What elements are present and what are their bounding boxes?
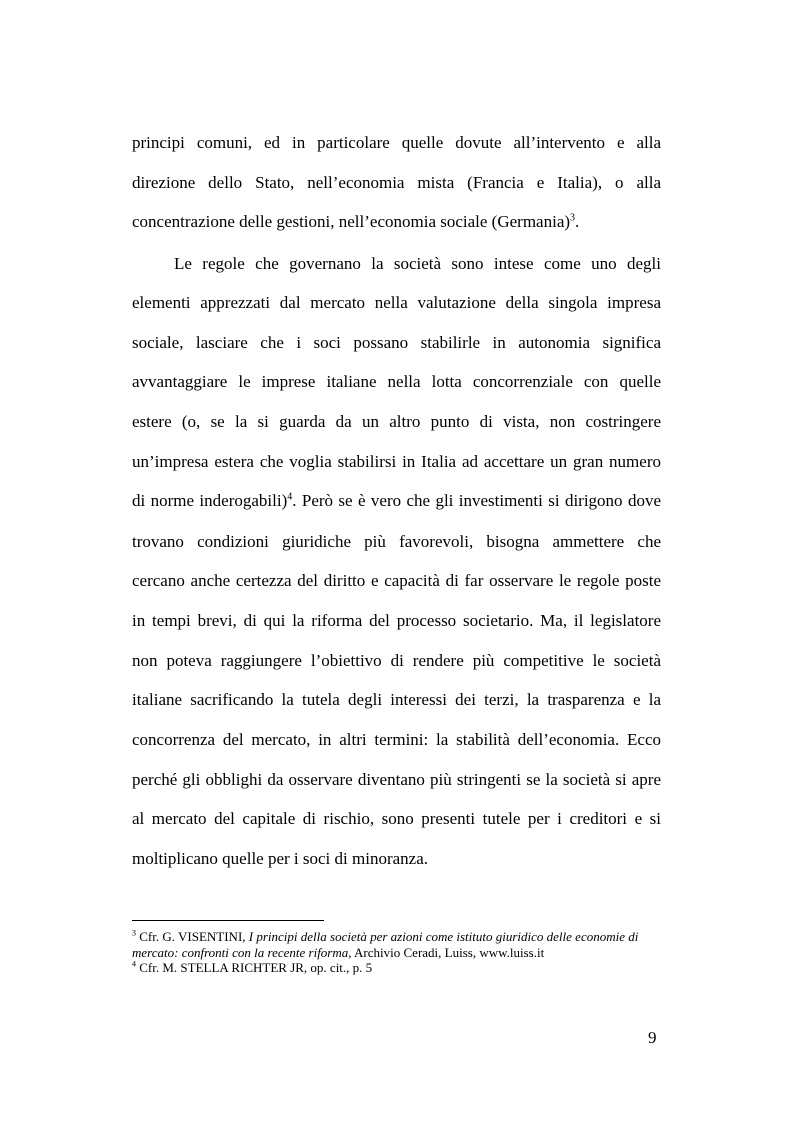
body-line [132,491,661,511]
body-line [132,212,661,232]
body-line: sociale, lasciare che i soci possano stabilirle in autonomia significa [132,333,661,352]
body-line: estere (o, se la si guarda da un altro punto di vista, non costringere [132,412,661,431]
footnote-number: 4 [132,959,136,969]
body-line: trovano condizioni giuridiche più favorevoli, bisogna ammettere che [132,532,661,551]
body-line-tail: . [575,212,580,231]
footnote-ref-4: 4 [287,491,293,503]
footnote-number: 3 [132,928,136,938]
body-line: Le regole che governano la società sono intese come uno degli [174,254,661,273]
body-line-tail: . Però se è vero che gli investimenti si dirigono dove [292,491,661,510]
body-line: italiane sacrificando la tutela degli interessi dei terzi, la trasparenza e la [132,690,661,709]
cited-title: I principi della società per azioni come istituto giuridico delle economie di [248,929,639,944]
body-line: elementi apprezzati dal mercato nella valutazione della singola impresa [132,293,661,312]
body-line: avvantaggiare le imprese italiane nella lotta concorrenziale con quelle [132,372,661,391]
body-line: principi comuni, ed in particolare quelle dovute all’intervento e alla [132,133,661,152]
body-line: non poteva raggiungere l’obiettivo di rendere più competitive le società [132,651,661,670]
footnote-3-line2: mercato: confronti con la recente riforma, Archivio Ceradi, Luiss, www.luiss.it [132,945,545,960]
footnote-separator [132,920,324,921]
body-line: moltiplicano quelle per i soci di minoranza. [132,849,428,868]
footnote-3-line1: $^3$ Cfr. G. VISENTINI, I principi della società per azioni come istituto giuridico delle economie di [132,928,639,944]
page-number: 9 [648,1028,657,1047]
body-line: direzione dello Stato, nell’economia mista (Francia e Italia), o alla [132,173,661,192]
cited-title: mercato: confronti con la recente riforma, [132,945,352,960]
body-line-text: di norme inderogabili) [132,491,288,510]
body-line: in tempi brevi, di qui la riforma del processo societario. Ma, il legislatore [132,611,661,630]
body-line: perché gli obblighi da osservare diventano più stringenti se la società si apre [132,770,661,789]
body-line-text: concentrazione delle gestioni, nell’economia sociale (Germania) [132,212,571,231]
body-line: un’impresa estera che voglia stabilirsi in Italia ad accettare un gran numero [132,452,661,471]
footnote-4: $^4$ Cfr. M. STELLA RICHTER JR, op. cit., p. 5 [132,959,373,975]
body-line: concorrenza del mercato, in altri termini: la stabilità dell’economia. Ecco [132,730,661,749]
body-line: cercano anche certezza del diritto e capacità di far osservare le regole poste [132,571,661,590]
body-line: al mercato del capitale di rischio, sono presenti tutele per i creditori e si [132,809,661,828]
footnote-ref-3: 3 [570,212,576,224]
